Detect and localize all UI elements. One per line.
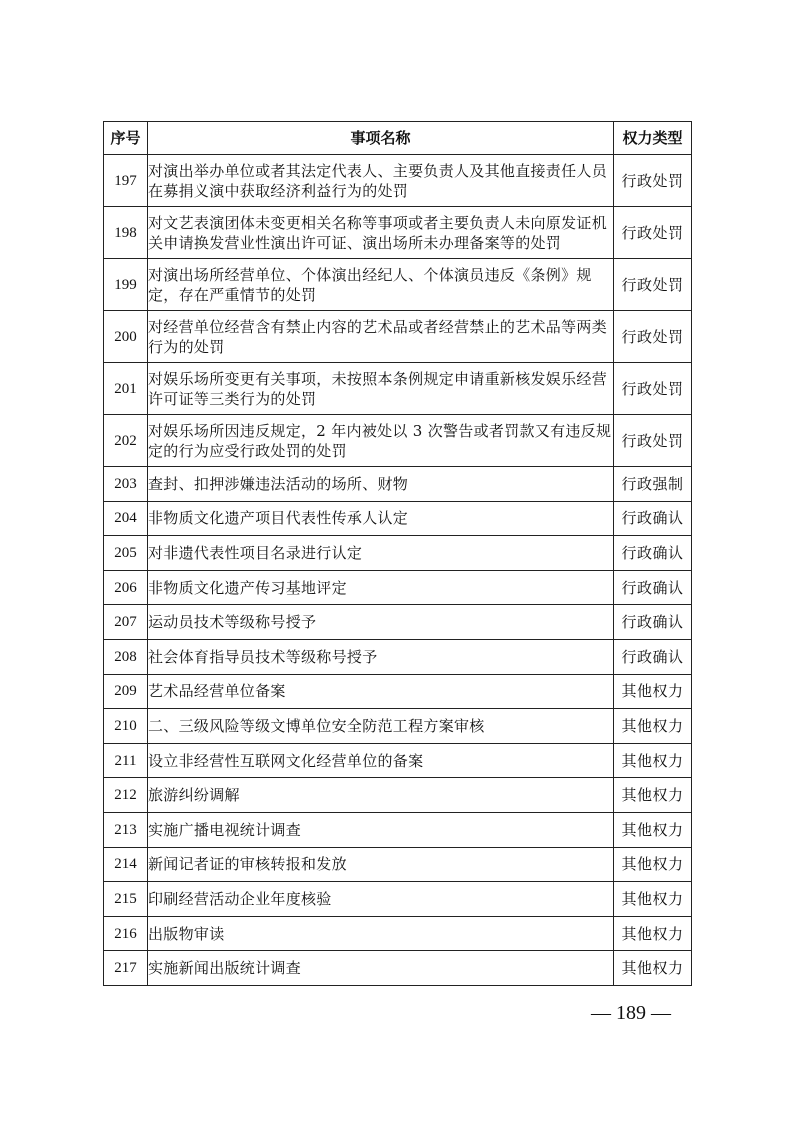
row-name: 社会体育指导员技术等级称号授予 [148,639,614,674]
row-type: 其他权力 [614,743,692,778]
row-name: 出版物审读 [148,916,614,951]
power-items-table [103,121,692,986]
row-no: 216 [104,916,148,951]
row-no: 199 [104,259,148,311]
row-name: 艺术品经营单位备案 [148,674,614,709]
row-no: 207 [104,605,148,640]
header-type: 权力类型 [614,122,692,155]
row-type: 行政确认 [614,501,692,536]
row-name: 实施广播电视统计调查 [148,812,614,847]
row-type: 行政处罚 [614,363,692,415]
table-row [104,916,692,951]
table-row [104,207,692,259]
table-row [104,570,692,605]
row-name: 印刷经营活动企业年度核验 [148,882,614,917]
row-no: 204 [104,501,148,536]
table-row [104,363,692,415]
table-row [104,674,692,709]
row-no: 209 [104,674,148,709]
row-type: 行政确认 [614,536,692,571]
row-type: 其他权力 [614,674,692,709]
row-no: 208 [104,639,148,674]
row-no: 211 [104,743,148,778]
row-no: 203 [104,467,148,502]
table-row [104,882,692,917]
row-name: 非物质文化遗产传习基地评定 [148,570,614,605]
row-type: 其他权力 [614,778,692,813]
row-name: 对娱乐场所变更有关事项，未按照本条例规定申请重新核发娱乐经营许可证等三类行为的处罚 [148,363,614,415]
row-name: 二、三级风险等级文博单位安全防范工程方案审核 [148,709,614,744]
row-name: 对非遗代表性项目名录进行认定 [148,536,614,571]
table-row [104,501,692,536]
row-name: 非物质文化遗产项目代表性传承人认定 [148,501,614,536]
row-type: 其他权力 [614,882,692,917]
row-no: 200 [104,311,148,363]
row-name: 对演出举办单位或者其法定代表人、主要负责人及其他直接责任人员在募捐义演中获取经济利益行为的处罚 [148,155,614,207]
row-name: 对演出场所经营单位、个体演出经纪人、个体演员违反《条例》规定，存在严重情节的处罚 [148,259,614,311]
row-type: 其他权力 [614,812,692,847]
table-row [104,743,692,778]
row-name: 对文艺表演团体未变更相关名称等事项或者主要负责人未向原发证机关申请换发营业性演出许可证、演出场所未办理备案等的处罚 [148,207,614,259]
row-name: 对娱乐场所因违反规定，2 年内被处以 3 次警告或者罚款又有违反规定的行为应受行政处罚的处罚 [148,415,614,467]
table-row [104,812,692,847]
row-type: 其他权力 [614,951,692,986]
row-name: 实施新闻出版统计调查 [148,951,614,986]
row-type: 行政确认 [614,639,692,674]
row-name: 旅游纠纷调解 [148,778,614,813]
row-type: 其他权力 [614,916,692,951]
row-no: 212 [104,778,148,813]
row-no: 215 [104,882,148,917]
row-no: 210 [104,709,148,744]
table-row [104,536,692,571]
table-header-row [104,122,692,155]
row-type: 行政强制 [614,467,692,502]
row-type: 行政处罚 [614,311,692,363]
table-row [104,467,692,502]
row-no: 201 [104,363,148,415]
table-row [104,709,692,744]
table-row [104,951,692,986]
row-name: 查封、扣押涉嫌违法活动的场所、财物 [148,467,614,502]
row-no: 197 [104,155,148,207]
table-row [104,155,692,207]
row-no: 213 [104,812,148,847]
table-row [104,259,692,311]
row-name: 对经营单位经营含有禁止内容的艺术品或者经营禁止的艺术品等两类行为的处罚 [148,311,614,363]
row-type: 行政确认 [614,605,692,640]
row-no: 217 [104,951,148,986]
table-row [104,639,692,674]
row-no: 202 [104,415,148,467]
header-no: 序号 [104,122,148,155]
row-type: 行政处罚 [614,155,692,207]
table-row [104,415,692,467]
row-type: 行政处罚 [614,415,692,467]
row-no: 206 [104,570,148,605]
row-name: 新闻记者证的审核转报和发放 [148,847,614,882]
table-row [104,311,692,363]
row-type: 行政处罚 [614,207,692,259]
row-type: 其他权力 [614,847,692,882]
table-row [104,605,692,640]
table-row [104,778,692,813]
row-no: 198 [104,207,148,259]
row-no: 205 [104,536,148,571]
row-no: 214 [104,847,148,882]
page-number: — 189 — [591,1002,671,1024]
row-type: 行政处罚 [614,259,692,311]
row-name: 设立非经营性互联网文化经营单位的备案 [148,743,614,778]
row-type: 其他权力 [614,709,692,744]
row-name: 运动员技术等级称号授予 [148,605,614,640]
table-row [104,847,692,882]
header-name: 事项名称 [148,122,614,155]
row-type: 行政确认 [614,570,692,605]
